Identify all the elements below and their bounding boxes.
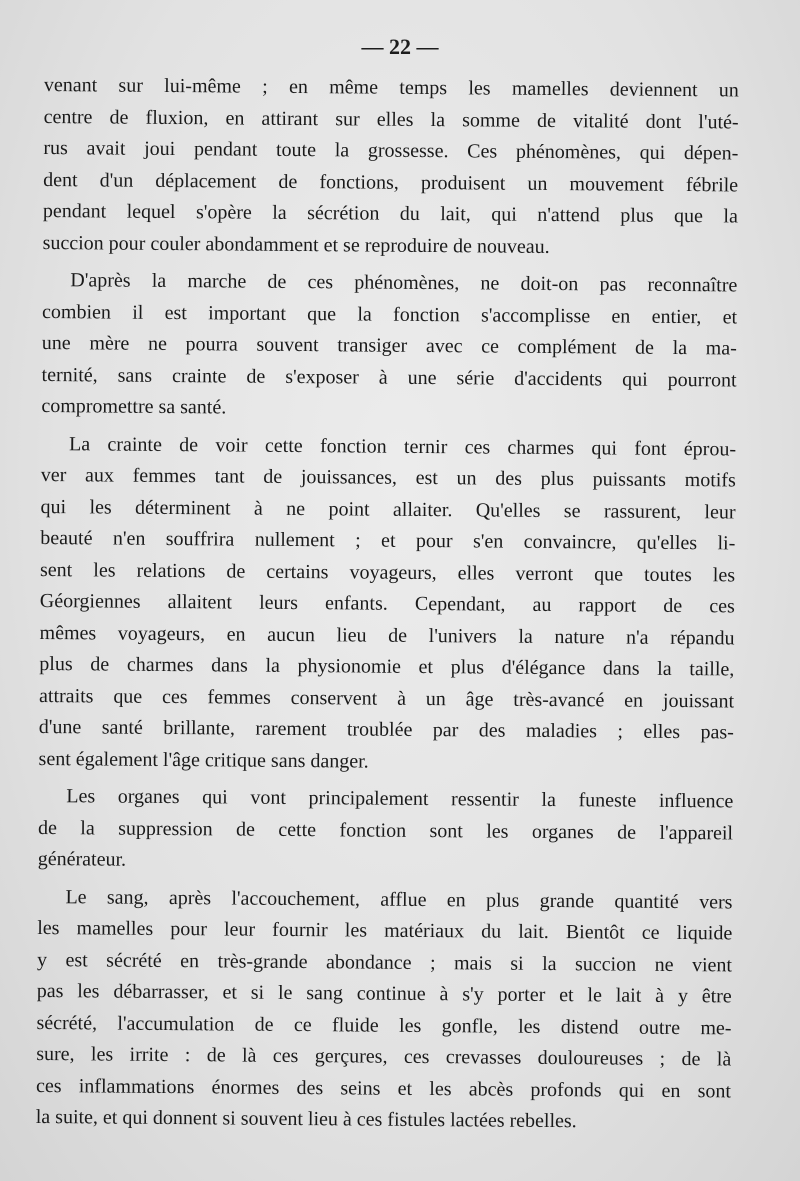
paragraph [41,265,737,428]
text-line: les mamelles pour leur fournir les matériaux du lait. Bientôt ce liquide [37,916,733,945]
text-line: pendant lequel s'opère la sécrétion du lait, qui n'attend plus que la [42,199,738,228]
text-line: compromettre sa santé. [41,394,227,419]
text-line: ternité, sans crainte de s'exposer à une série d'accidents qui pourront [41,363,737,391]
text-line: qui les déterminent à ne point allaiter. Qu'elles se rassurent, leur [40,495,736,523]
text-line: mêmes voyageurs, en aucun lieu de l'univers la nature n'a répandu [39,621,735,649]
text-line: venant sur lui-même ; en même temps les mamelles deviennent un [43,73,739,102]
text-line: sécrété, l'accumulation de ce fluide les gonfle, les distend outre me- [36,1011,732,1039]
text-line: beauté n'en souffrira nullement ; et pour s'en convaincre, qu'elles li- [40,526,736,555]
text-line: plus de charmes dans la physionomie et plus d'élégance dans la taille, [39,652,735,681]
text-line: la suite, et qui donnent si souvent lieu à ces fistules lactées rebelles. [35,1105,577,1133]
text-line: succion pour couler abondamment et se reproduire de nouveau. [42,231,550,258]
body-text [36,70,739,1145]
page-number: — 22 — [361,34,439,59]
text-line: attraits que ces femmes conservent à un âge très-avancé en jouissant [39,684,735,712]
paragraph [43,70,739,264]
text-line: D'après la marche de ces phénomènes, ne doit-on pas reconnaître [70,269,738,297]
text-line: y est sécrété en très-grande abondance ; mais si la succion ne vient [36,948,733,976]
text-line: rus avait joui pendant toute la grossesse. Ces phénomènes, qui dépen- [43,136,739,165]
text-line: d'une santé brillante, rarement troublée par des maladies ; elles pas- [38,715,734,744]
text-line: sent également l'âge critique sans danger. [38,747,369,773]
text-line: une mère ne pourra souvent transiger avec ce complément de la ma- [41,331,737,360]
text-line: de la suppression de cette fonction sont les organes de l'appareil [37,816,734,844]
text-line: sent les relations de certains voyageurs, elles verront que toutes les [39,558,736,586]
text-line: ver aux femmes tant de jouissances, est un des plus puissants motifs [40,463,736,492]
paragraph [38,781,734,881]
text-line: ces inflammations énormes des seins et les abcès profonds qui en sont [35,1074,732,1102]
paragraph [36,881,733,1138]
paragraph [38,428,736,780]
text-line: sure, les irrite : de là ces gerçures, ces crevasses douloureuses ; de là [36,1042,732,1071]
text-line: générateur. [37,847,127,871]
text-line: Géorgiennes allaitent leurs enfants. Cependant, au rapport de ces [39,589,735,618]
text-line: pas les débarrasser, et si le sang continue à s'y porter et le lait à y être [36,979,732,1008]
text-line: La crainte de voir cette fonction ternir ces charmes qui font éprou- [68,432,737,460]
text-line: centre de fluxion, en attirant sur elles la somme de vitalité dont l'uté- [43,105,739,133]
text-line: combien il est important que la fonction s'accomplisse en entier, et [42,300,738,328]
text-line: Les organes qui vont principalement ressentir la funeste influence [66,785,734,813]
text-line: Le sang, après l'accouchement, afflue en plus grande quantité vers [65,885,733,913]
text-line: dent d'un déplacement de fonctions, produisent un mouvement fébrile [43,168,739,196]
